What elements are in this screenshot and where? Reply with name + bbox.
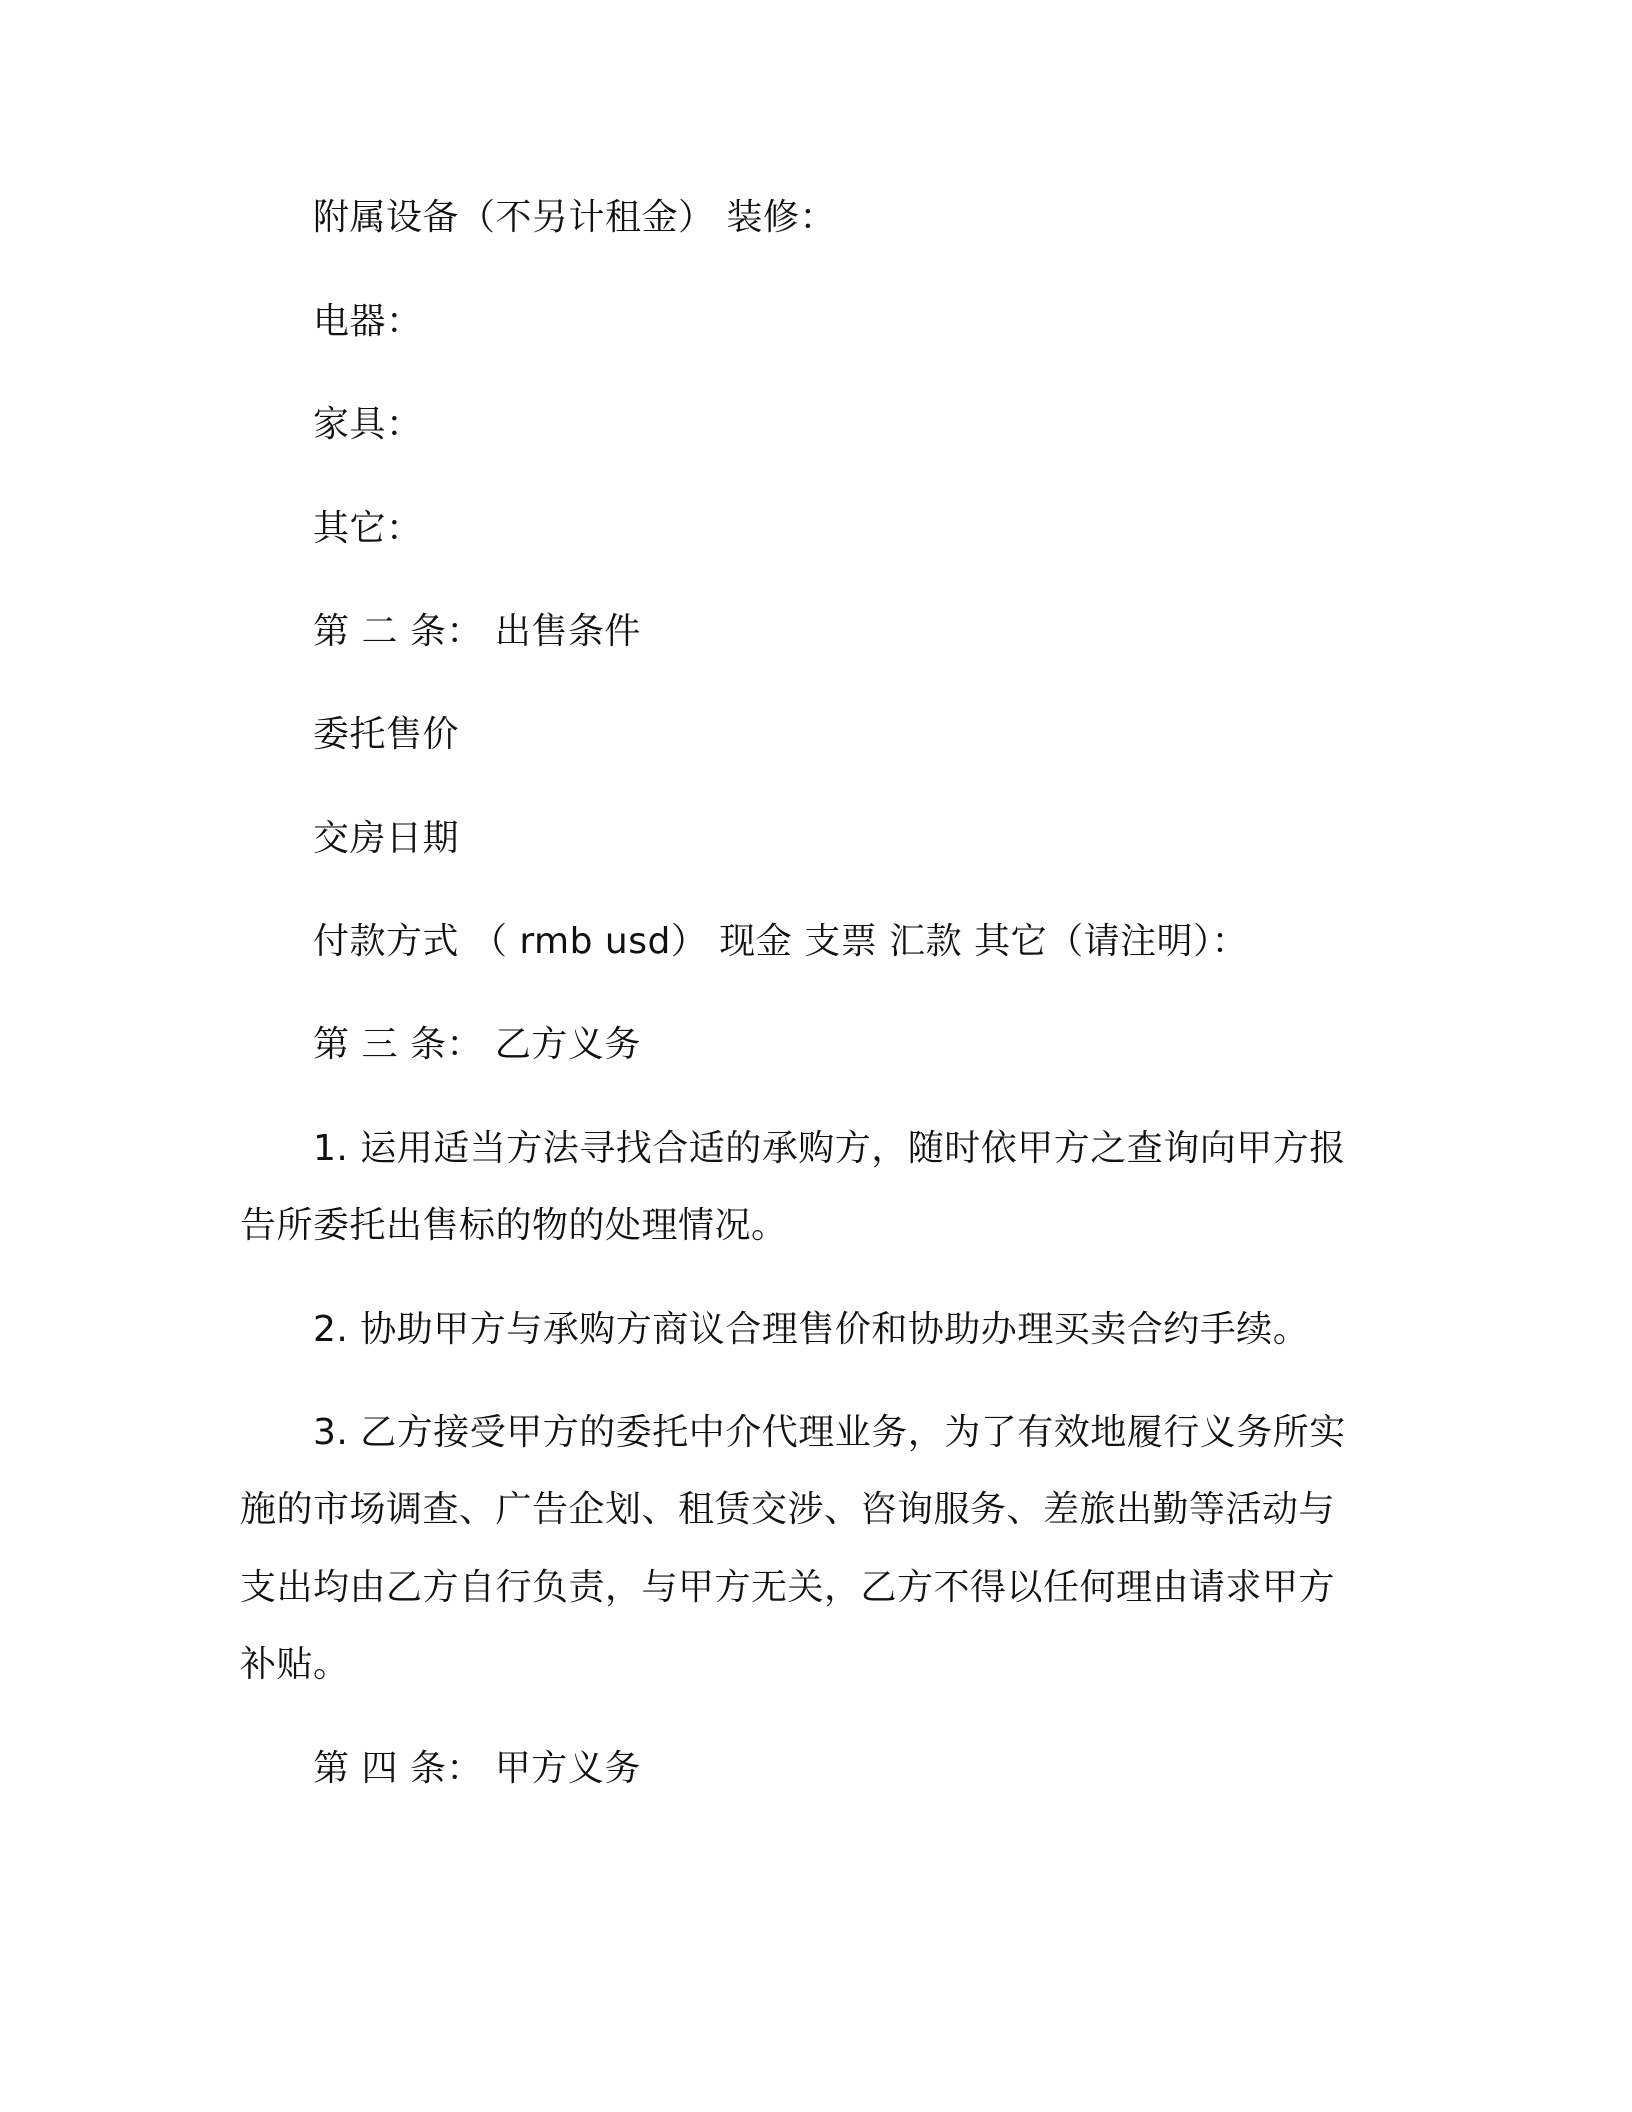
- fixtures-line: 附属设备（不另计租金） 装修：: [313, 197, 836, 238]
- article2-heading: 第 二 条： 出售条件: [313, 611, 641, 652]
- article4-heading: 第 四 条： 甲方义务: [313, 1748, 641, 1789]
- appliances-line: 电器：: [313, 301, 423, 342]
- duty2-line1: 2. 协助甲方与承购方商议合理售价和协助办理买卖合约手续。: [313, 1309, 1310, 1350]
- others-line: 其它：: [313, 508, 423, 549]
- duty3-line1: 3. 乙方接受甲方的委托中介代理业务，为了有效地履行义务所实: [313, 1412, 1346, 1453]
- duty3-line3: 支出均由乙方自行负责，与甲方无关，乙方不得以任何理由请求甲方: [240, 1567, 1336, 1608]
- handover-date-line: 交房日期: [313, 818, 460, 859]
- article3-heading: 第 三 条： 乙方义务: [313, 1024, 641, 1065]
- duty3-line4: 补贴。: [240, 1644, 350, 1685]
- duty1-line2: 告所委托出售标的物的处理情况。: [240, 1205, 788, 1246]
- duty3-line2: 施的市场调查、广告企划、租赁交涉、咨询服务、差旅出勤等活动与: [240, 1489, 1336, 1530]
- consign-price-line: 委托售价: [313, 714, 460, 755]
- duty1-line1: 1. 运用适当方法寻找合适的承购方，随时依甲方之查询向甲方报: [313, 1128, 1346, 1169]
- payment-method-line: 付款方式 （ rmb usd） 现金 支票 汇款 其它（请注明）：: [313, 921, 1249, 962]
- furniture-line: 家具：: [313, 404, 423, 445]
